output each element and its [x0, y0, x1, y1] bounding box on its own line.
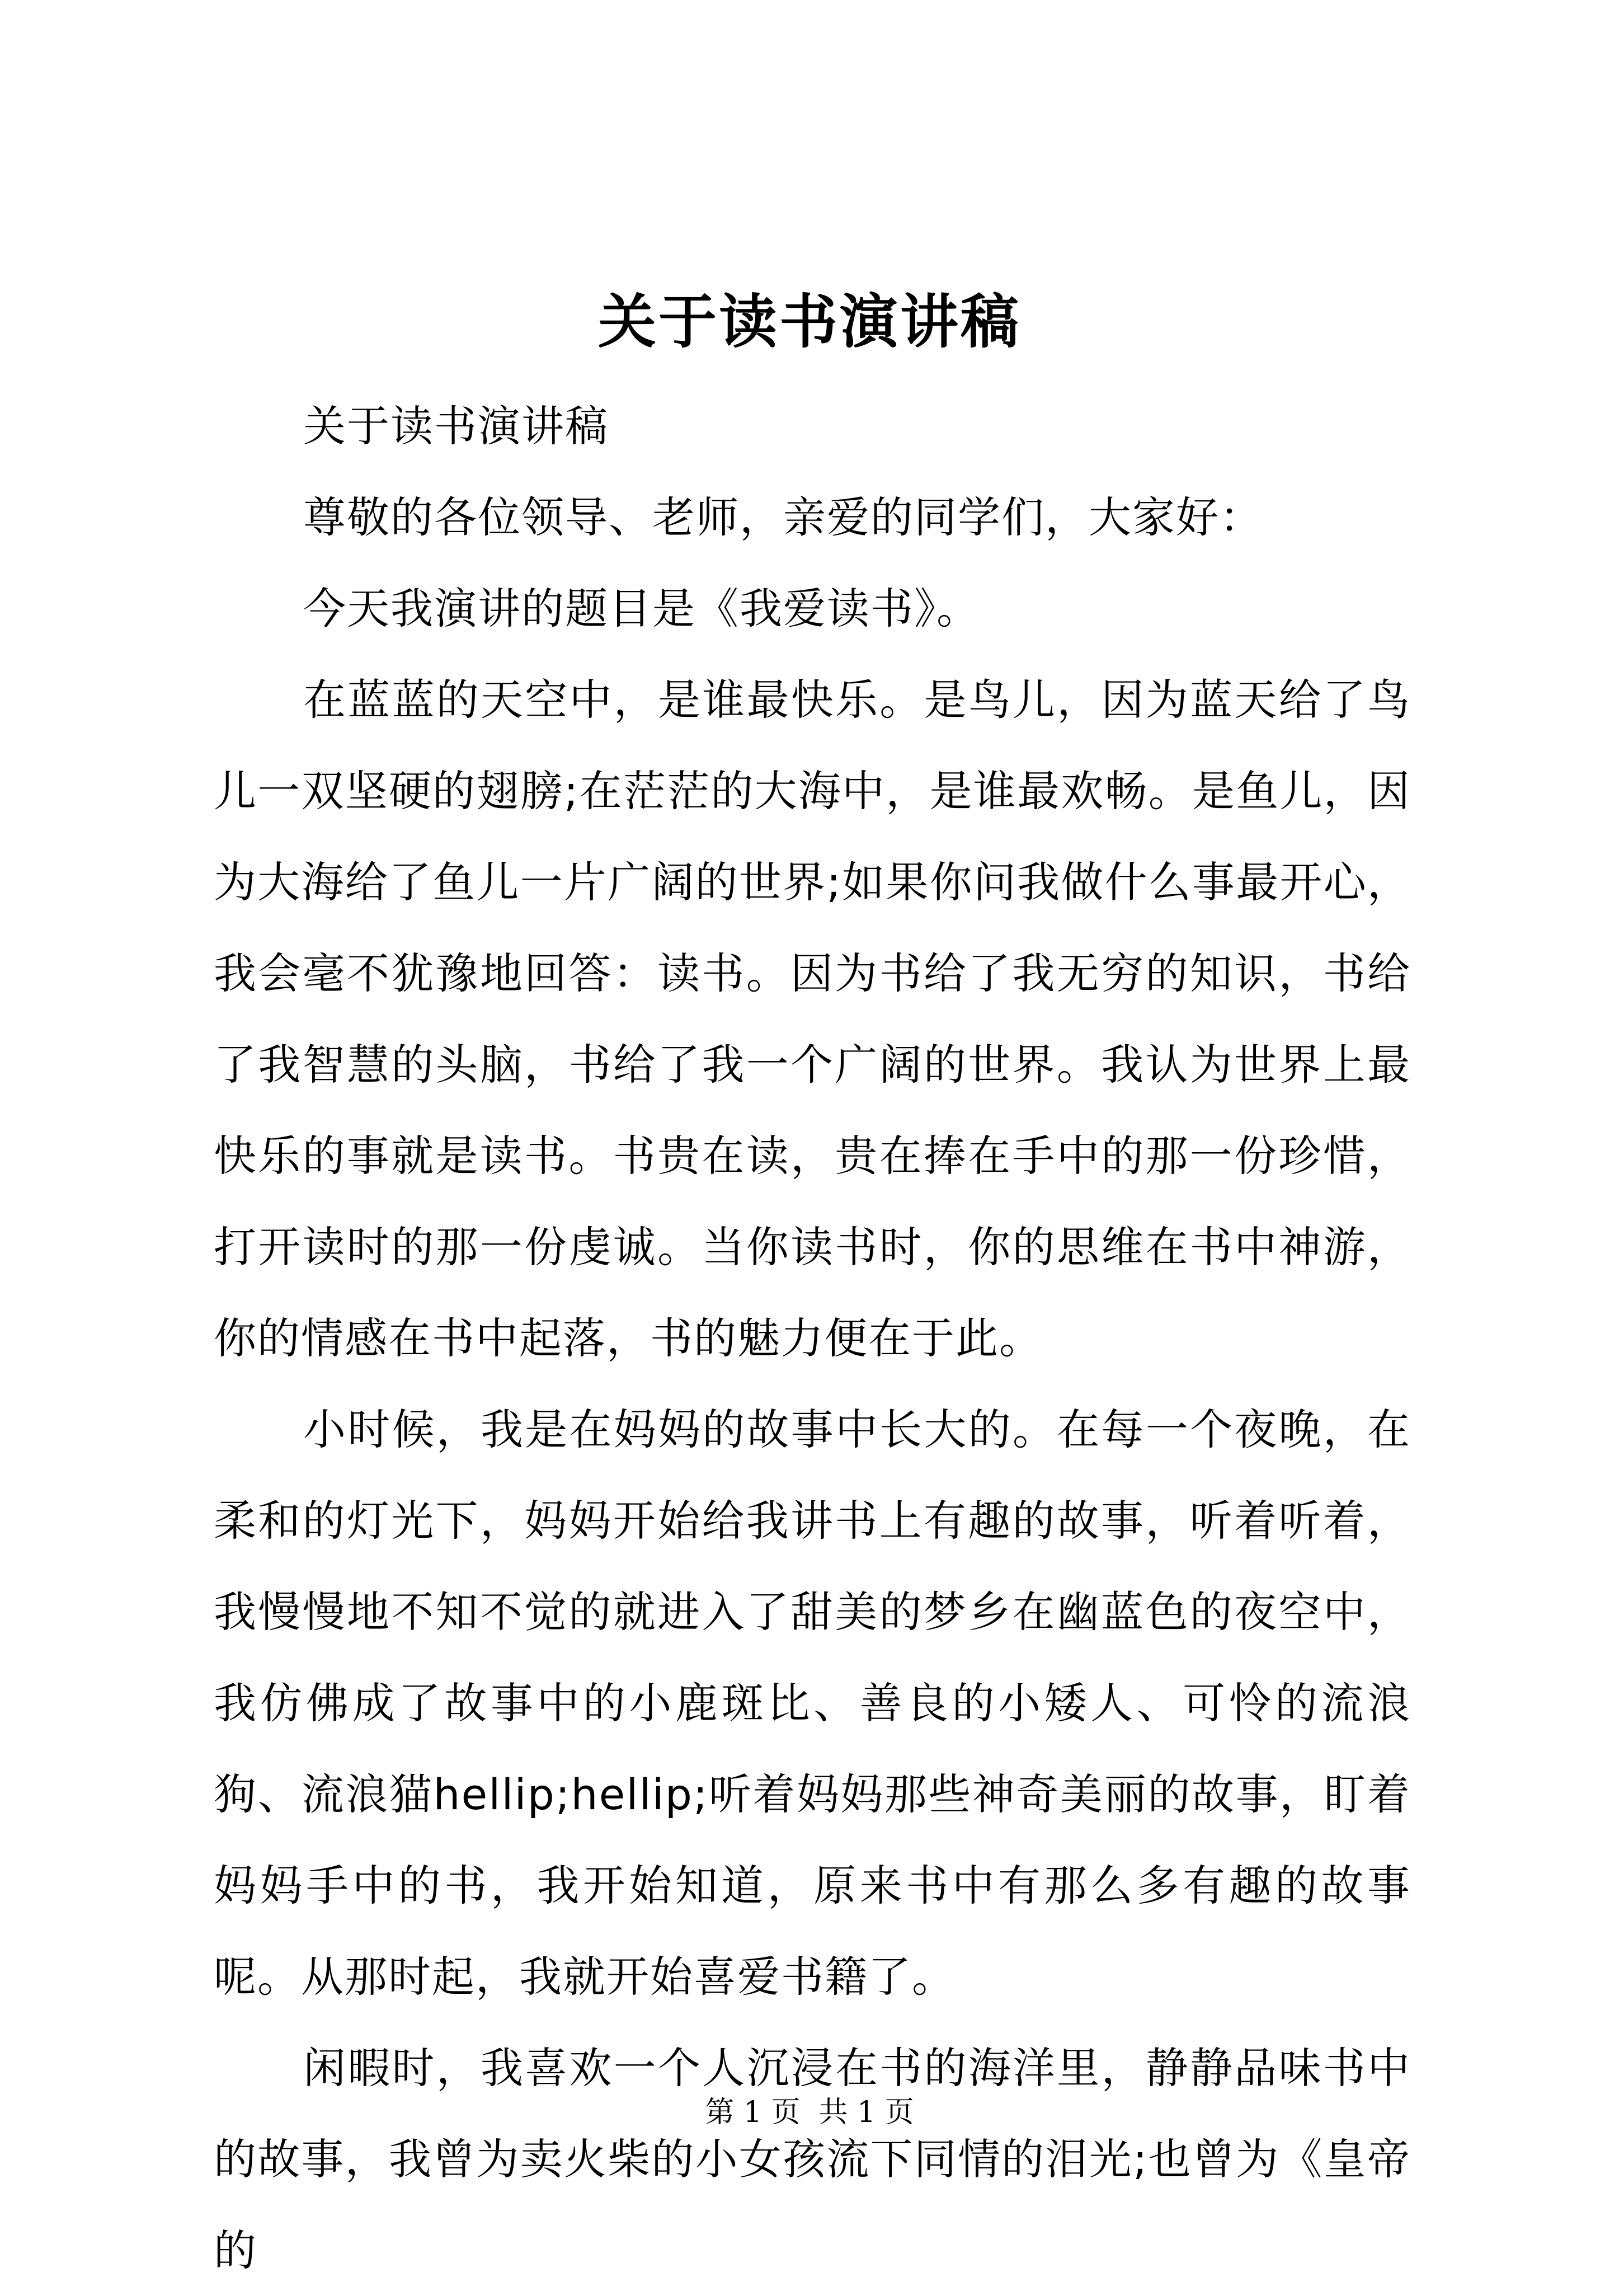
paragraph-body: 小时候，我是在妈妈的故事中长大的。在每一个夜晚，在柔和的灯光下，妈妈开始给我讲书上有趣的故事，听着听着，我慢慢地不知不觉的就进入了甜美的梦乡在幽蓝色的夜空中，我仿佛成了故事中的小鹿斑比、善良的小矮人、可怜的流浪狗、流浪猫hellip;hellip;听着妈妈那些神奇美丽的故事，盯着妈妈手中的书，我开始知道，原来书中有那么多有趣的故事呢。从那时起，我就开始喜爱书籍了。: [214, 1405, 1411, 2002]
paragraph-body: 闲暇时，我喜欢一个人沉浸在书的海洋里，静静品味书中的故事，我曾为卖火柴的小女孩流下同情的泪光;也曾为《皇帝的: [214, 2043, 1411, 2275]
page-footer: [0, 2090, 1619, 2135]
document-title: 关于读书演讲稿: [597, 287, 1021, 356]
document-body: [214, 381, 1411, 2296]
paragraph-subtitle: 关于读书演讲稿: [303, 401, 609, 451]
page-number-label: 第 1 页 共 1 页: [705, 2096, 914, 2129]
paragraph-topic: 今天我演讲的题目是《我爱读书》。: [303, 584, 980, 633]
paragraph-greeting: 尊敬的各位领导、老师，亲爱的同学们，大家好：: [303, 492, 1263, 542]
paragraph-body: 在蓝蓝的天空中，是谁最快乐。是鸟儿，因为蓝天给了鸟儿一双坚硬的翅膀;在茫茫的大海中，是谁最欢畅。是鱼儿，因为大海给了鱼儿一片广阔的世界;如果你问我做什么事最开心，我会毫不犹豫地回答：读书。因为书给了我无穷的知识，书给了我智慧的头脑，书给了我一个广阔的世界。我认为世界上最快乐的事就是读书。书贵在读，贵在捧在手中的那一份珍惜，打开读时的那一份虔诚。当你读书时，你的思维在书中神游，你的情感在书中起落，书的魅力便在于此。: [214, 675, 1411, 1363]
